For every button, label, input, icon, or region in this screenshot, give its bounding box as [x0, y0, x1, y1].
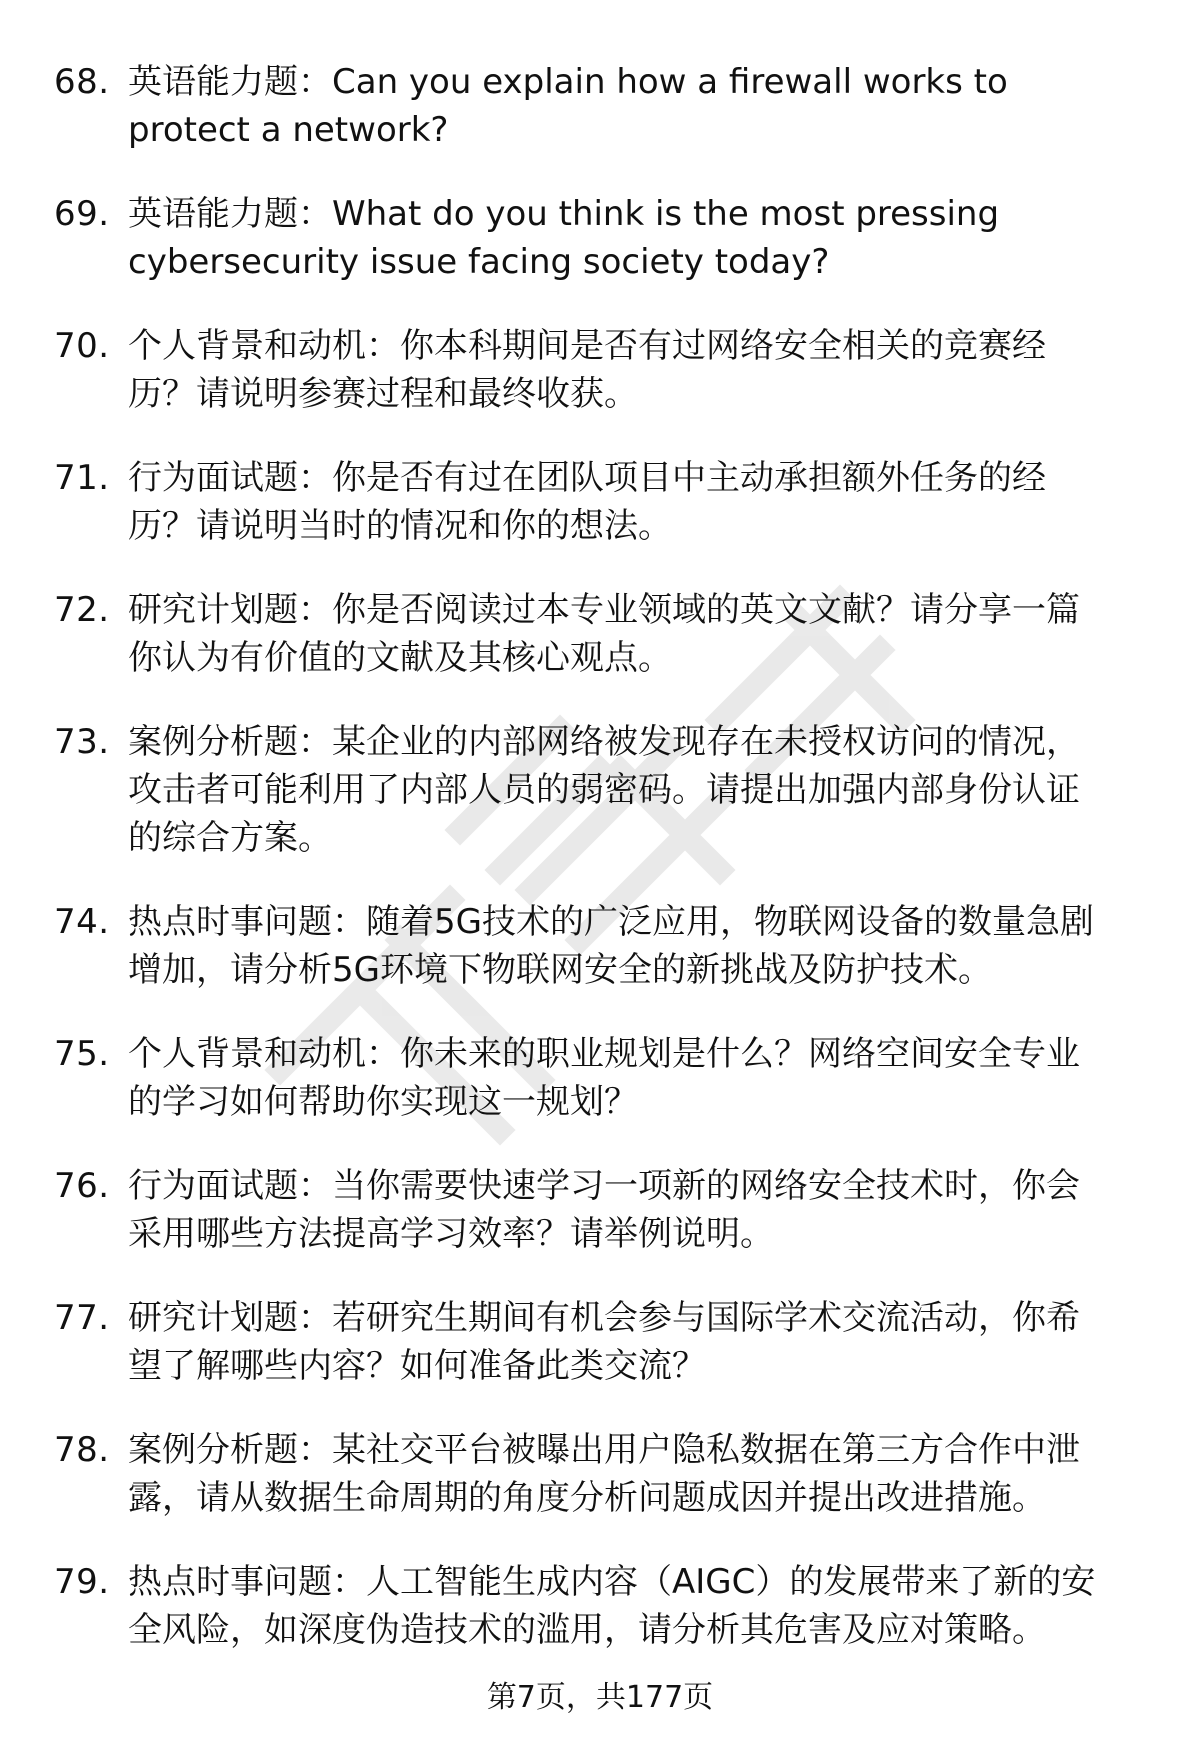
page-footer: 第7页，共177页 — [486, 1680, 714, 1715]
item-text-line: 增加，请分析5G环境下物联网安全的新挑战及防护技术。 — [128, 950, 992, 990]
item-text — [128, 718, 1168, 862]
item-text-line: 历？请说明当时的情况和你的想法。 — [128, 506, 672, 546]
item-text-line: 研究计划题：若研究生期间有机会参与国际学术交流活动，你希 — [128, 1298, 1080, 1338]
item-number: 71. — [54, 458, 110, 498]
item-text-line: 你认为有价值的文献及其核心观点。 — [128, 638, 672, 678]
item-text-line: 的综合方案。 — [128, 818, 332, 858]
item-number: 78. — [54, 1430, 110, 1470]
item-text — [128, 1294, 1168, 1390]
item-number: 76. — [54, 1166, 110, 1206]
item-text — [128, 454, 1168, 550]
item-text — [128, 1558, 1168, 1654]
item-text-line: 的学习如何帮助你实现这一规划？ — [128, 1082, 638, 1122]
item-text-line: 热点时事问题：人工智能生成内容（AIGC）的发展带来了新的安 — [128, 1562, 1096, 1602]
item-text-line: 攻击者可能利用了内部人员的弱密码。请提出加强内部身份认证 — [128, 770, 1080, 810]
item-text-line: cybersecurity issue facing society today? — [128, 242, 830, 282]
item-text-line: 英语能力题：Can you explain how a firewall works to — [128, 62, 1008, 102]
item-number: 68. — [54, 62, 110, 102]
item-number: 72. — [54, 590, 110, 630]
item-text-line: 个人背景和动机：你本科期间是否有过网络安全相关的竞赛经 — [128, 326, 1046, 366]
item-text-line: 全风险，如深度伪造技术的滥用，请分析其危害及应对策略。 — [128, 1610, 1046, 1650]
item-text — [128, 1426, 1168, 1522]
item-text-line: 行为面试题：你是否有过在团队项目中主动承担额外任务的经 — [128, 458, 1046, 498]
item-text-line: 采用哪些方法提高学习效率？请举例说明。 — [128, 1214, 774, 1254]
item-text — [128, 898, 1168, 994]
item-number: 77. — [54, 1298, 110, 1338]
item-text — [128, 586, 1168, 682]
item-text — [128, 1162, 1168, 1258]
item-text — [128, 322, 1168, 418]
item-number: 73. — [54, 722, 110, 762]
item-text-line: 露，请从数据生命周期的角度分析问题成因并提出改进措施。 — [128, 1478, 1046, 1518]
item-number: 75. — [54, 1034, 110, 1074]
item-text — [128, 1030, 1168, 1126]
item-text — [128, 190, 1168, 286]
item-number: 79. — [54, 1562, 110, 1602]
item-text-line: 个人背景和动机：你未来的职业规划是什么？网络空间安全专业 — [128, 1034, 1080, 1074]
item-text-line: protect a network? — [128, 110, 449, 150]
item-text-line: 望了解哪些内容？如何准备此类交流？ — [128, 1346, 706, 1386]
item-number: 70. — [54, 326, 110, 366]
item-text — [128, 58, 1168, 154]
item-text-line: 案例分析题：某社交平台被曝出用户隐私数据在第三方合作中泄 — [128, 1430, 1080, 1470]
item-text-line: 行为面试题：当你需要快速学习一项新的网络安全技术时，你会 — [128, 1166, 1080, 1206]
item-number: 69. — [54, 194, 110, 234]
item-text-line: 研究计划题：你是否阅读过本专业领域的英文文献？请分享一篇 — [128, 590, 1080, 630]
item-text-line: 历？请说明参赛过程和最终收获。 — [128, 374, 638, 414]
item-text-line: 热点时事问题：随着5G技术的广泛应用，物联网设备的数量急剧 — [128, 902, 1094, 942]
item-text-line: 英语能力题：What do you think is the most pressing — [128, 194, 1000, 234]
item-text-line: 案例分析题：某企业的内部网络被发现存在未授权访问的情况， — [128, 722, 1080, 762]
item-number: 74. — [54, 902, 110, 942]
